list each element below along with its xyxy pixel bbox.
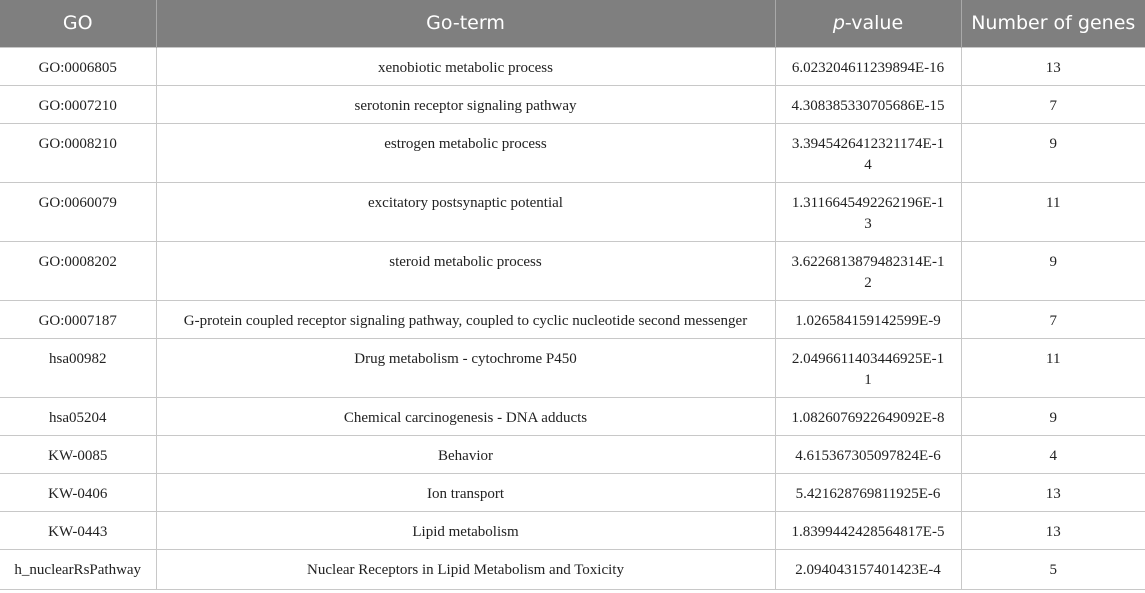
- header-p-value-rest: -value: [844, 12, 904, 35]
- cell-gene-count: 9: [961, 397, 1145, 435]
- cell-go-term: Nuclear Receptors in Lipid Metabolism and Toxicity: [156, 549, 775, 589]
- cell-go-term: Behavior: [156, 435, 775, 473]
- cell-gene-count: 9: [961, 123, 1145, 182]
- table-row: [0, 435, 1145, 473]
- table-row: [0, 182, 1145, 241]
- cell-gene-count: 13: [961, 473, 1145, 511]
- cell-go-term: estrogen metabolic process: [156, 123, 775, 182]
- table-row: [0, 397, 1145, 435]
- header-row: [0, 0, 1145, 47]
- cell-p-value: 1.3116645492262196E-13: [775, 182, 961, 241]
- cell-p-value: 1.026584159142599E-9: [775, 300, 961, 338]
- cell-go-id: hsa05204: [0, 397, 156, 435]
- cell-go-id: GO:0008202: [0, 241, 156, 300]
- cell-go-term: excitatory postsynaptic potential: [156, 182, 775, 241]
- cell-go-id: GO:0060079: [0, 182, 156, 241]
- cell-gene-count: 5: [961, 549, 1145, 589]
- cell-go-term: steroid metabolic process: [156, 241, 775, 300]
- cell-gene-count: 7: [961, 85, 1145, 123]
- cell-go-id: GO:0007210: [0, 85, 156, 123]
- cell-go-id: GO:0007187: [0, 300, 156, 338]
- cell-go-term: G-protein coupled receptor signaling pathway, coupled to cyclic nucleotide second messenger: [156, 300, 775, 338]
- cell-gene-count: 4: [961, 435, 1145, 473]
- cell-p-value: 6.023204611239894E-16: [775, 47, 961, 85]
- cell-go-term: Lipid metabolism: [156, 511, 775, 549]
- cell-go-term: Chemical carcinogenesis - DNA adducts: [156, 397, 775, 435]
- cell-p-value: 1.0826076922649092E-8: [775, 397, 961, 435]
- cell-gene-count: 11: [961, 338, 1145, 397]
- cell-go-term: Ion transport: [156, 473, 775, 511]
- table-row: [0, 511, 1145, 549]
- cell-go-id: GO:0008210: [0, 123, 156, 182]
- cell-p-value: 2.094043157401423E-4: [775, 549, 961, 589]
- table-row: [0, 85, 1145, 123]
- cell-p-value: 3.3945426412321174E-14: [775, 123, 961, 182]
- header-p-value-italic: p: [832, 12, 845, 35]
- table-row: [0, 241, 1145, 300]
- cell-p-value: 2.0496611403446925E-11: [775, 338, 961, 397]
- table-body: [0, 47, 1145, 589]
- cell-gene-count: 7: [961, 300, 1145, 338]
- table-row: [0, 300, 1145, 338]
- cell-p-value: 1.8399442428564817E-5: [775, 511, 961, 549]
- table-header: [0, 0, 1145, 47]
- table-row: [0, 47, 1145, 85]
- cell-go-id: KW-0085: [0, 435, 156, 473]
- header-p-value: [775, 0, 961, 47]
- cell-gene-count: 13: [961, 47, 1145, 85]
- header-number-of-genes: Number of genes: [961, 0, 1145, 47]
- table-row: [0, 338, 1145, 397]
- table-row: [0, 549, 1145, 589]
- cell-go-id: KW-0443: [0, 511, 156, 549]
- cell-go-id: KW-0406: [0, 473, 156, 511]
- cell-go-term: serotonin receptor signaling pathway: [156, 85, 775, 123]
- cell-go-term: xenobiotic metabolic process: [156, 47, 775, 85]
- header-go: GO: [62, 12, 93, 35]
- cell-p-value: 3.6226813879482314E-12: [775, 241, 961, 300]
- cell-gene-count: 13: [961, 511, 1145, 549]
- cell-p-value: 4.615367305097824E-6: [775, 435, 961, 473]
- table-row: [0, 123, 1145, 182]
- cell-p-value: 5.421628769811925E-6: [775, 473, 961, 511]
- cell-p-value: 4.308385330705686E-15: [775, 85, 961, 123]
- cell-go-id: h_nuclearRsPathway: [0, 549, 156, 589]
- cell-go-term: Drug metabolism - cytochrome P450: [156, 338, 775, 397]
- cell-gene-count: 11: [961, 182, 1145, 241]
- cell-go-id: GO:0006805: [0, 47, 156, 85]
- header-go-term: Go-term: [156, 0, 775, 47]
- cell-gene-count: 9: [961, 241, 1145, 300]
- table-row: [0, 473, 1145, 511]
- cell-go-id: hsa00982: [0, 338, 156, 397]
